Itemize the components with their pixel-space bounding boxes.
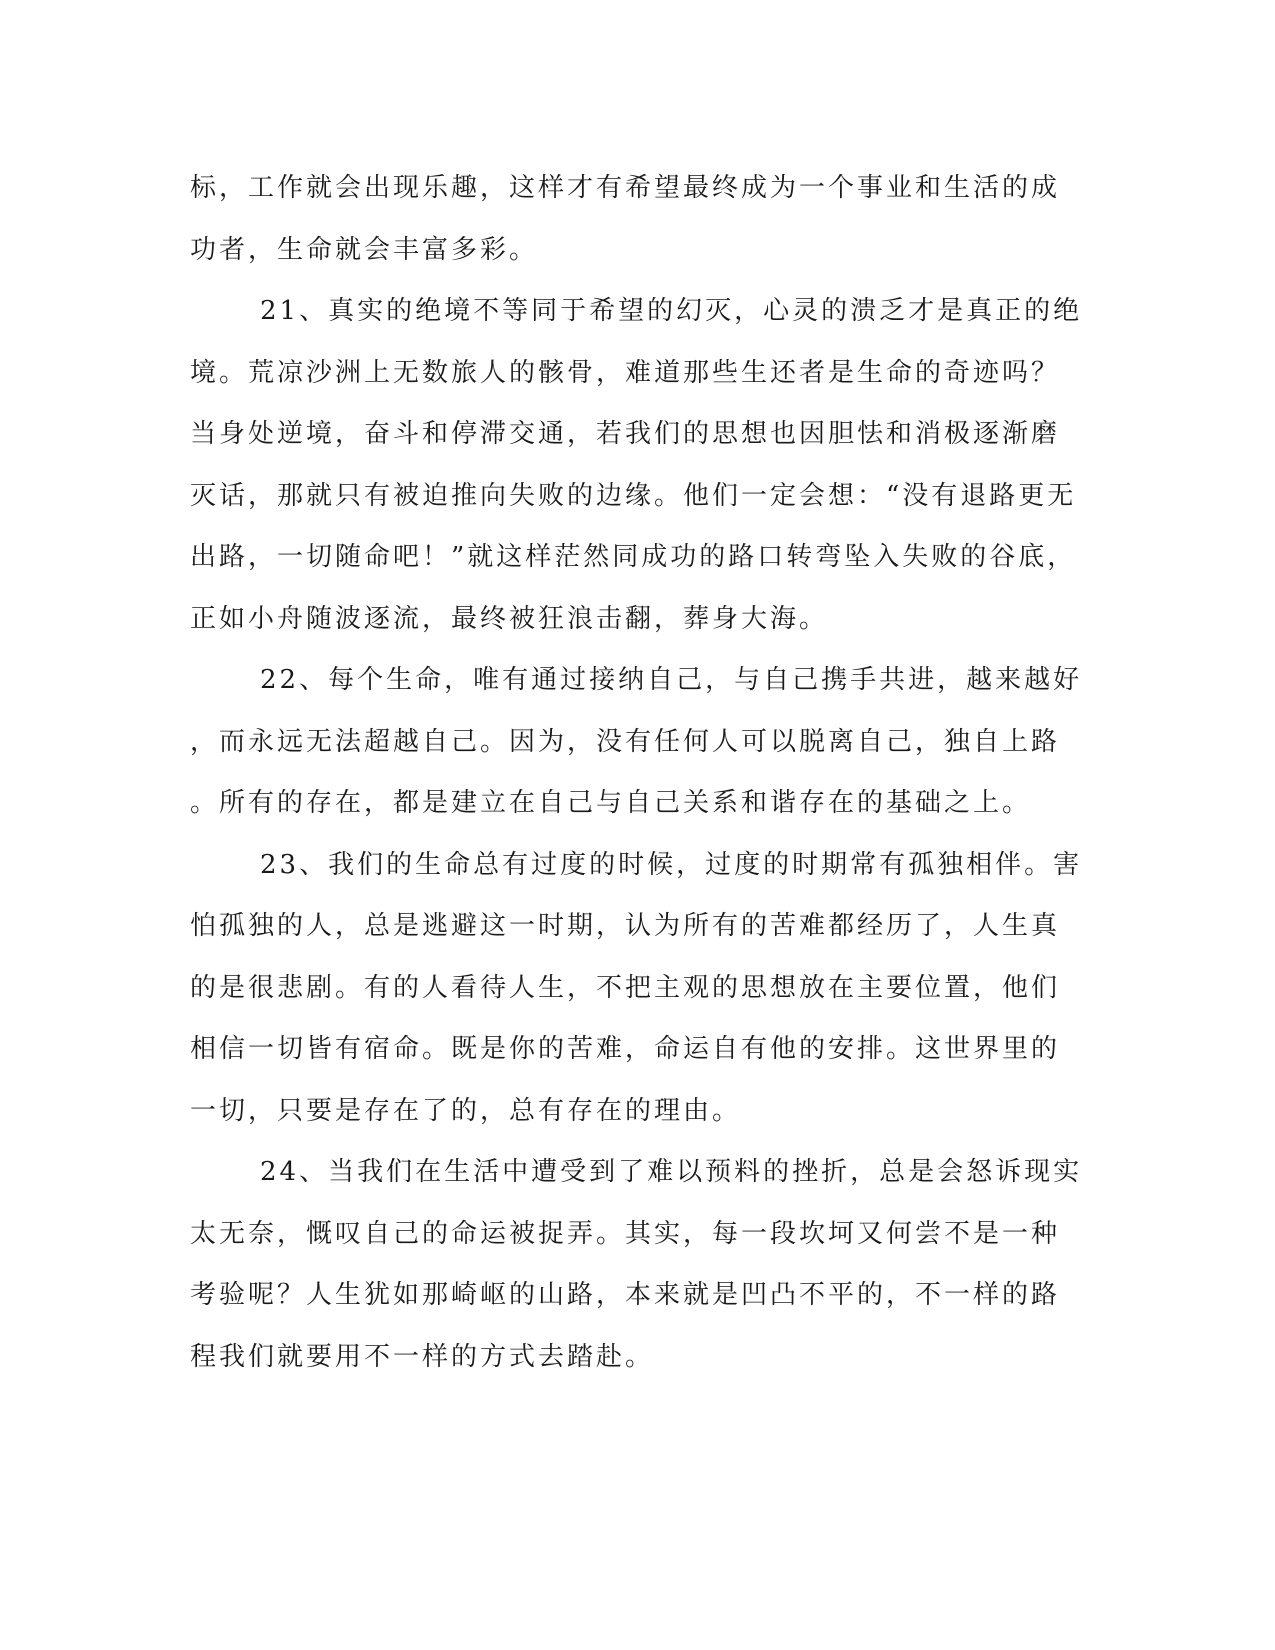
- paragraph-line: 当身处逆境，奋斗和停滞交通，若我们的思想也因胆怯和消极逐渐磨: [190, 419, 1061, 449]
- paragraph-line: 。所有的存在，都是建立在自己与自己关系和谐存在的基础之上。: [190, 788, 1032, 818]
- paragraph-first-line: 21、真实的绝境不等同于希望的幻灭，心灵的溃乏才是真正的绝: [260, 296, 1083, 326]
- paragraph-line: 考验呢？人生犹如那崎岖的山路，本来就是凹凸不平的，不一样的路: [190, 1280, 1061, 1310]
- paragraph-line: 正如小舟随波逐流，最终被狂浪击翻，葬身大海。: [190, 603, 829, 634]
- paragraph-24: [190, 1142, 1083, 1388]
- paragraph-line: 一切，只要是存在了的，总有存在的理由。: [190, 1095, 742, 1126]
- paragraph-line: 灭话，那就只有被迫推向失败的边缘。他们一定会想：“没有退路更无: [190, 480, 1077, 511]
- document-body: [190, 158, 1083, 1388]
- paragraph-first-line: 22、每个生命，唯有通过接纳自己，与自己携手共进，越来越好: [260, 665, 1083, 695]
- paragraph-23: [190, 835, 1083, 1143]
- paragraph-continued: [190, 158, 1080, 281]
- paragraph-line: 怕孤独的人，总是逃避这一时期，认为所有的苦难都经历了，人生真: [190, 911, 1061, 941]
- paragraph-line: 相信一切皆有宿命。既是你的苦难，命运自有他的安排。这世界里的: [190, 1034, 1061, 1064]
- paragraph-line: 程我们就要用不一样的方式去踏赴。: [190, 1341, 655, 1372]
- paragraph-line: 太无奈，慨叹自己的命运被捉弄。其实，每一段坎坷又何尝不是一种: [190, 1218, 1061, 1249]
- paragraph-21: [190, 281, 1083, 650]
- paragraph-line: 的是很悲剧。有的人看待人生，不把主观的思想放在主要位置，他们: [190, 972, 1061, 1003]
- paragraph-line: 标，工作就会出现乐趣，这样才有希望最终成为一个事业和生活的成: [190, 173, 1061, 203]
- paragraph-first-line: 23、我们的生命总有过度的时候，过度的时期常有孤独相伴。害: [260, 849, 1083, 880]
- paragraph-line: 境。荒凉沙洲上无数旅人的骸骨，难道那些生还者是生命的奇迹吗？: [190, 357, 1061, 388]
- paragraph-line: 出路，一切随命吧！”就这样茫然同成功的路口转弯坠入失败的谷底，: [190, 542, 1077, 572]
- paragraph-line: ，而永远无法超越自己。因为，没有任何人可以脱离自己，独自上路: [190, 726, 1061, 757]
- paragraph-22: [190, 650, 1083, 835]
- paragraph-first-line: 24、当我们在生活中遭受到了难以预料的挫折，总是会怒诉现实: [260, 1157, 1083, 1187]
- paragraph-line: 功者，生命就会丰富多彩。: [190, 234, 539, 265]
